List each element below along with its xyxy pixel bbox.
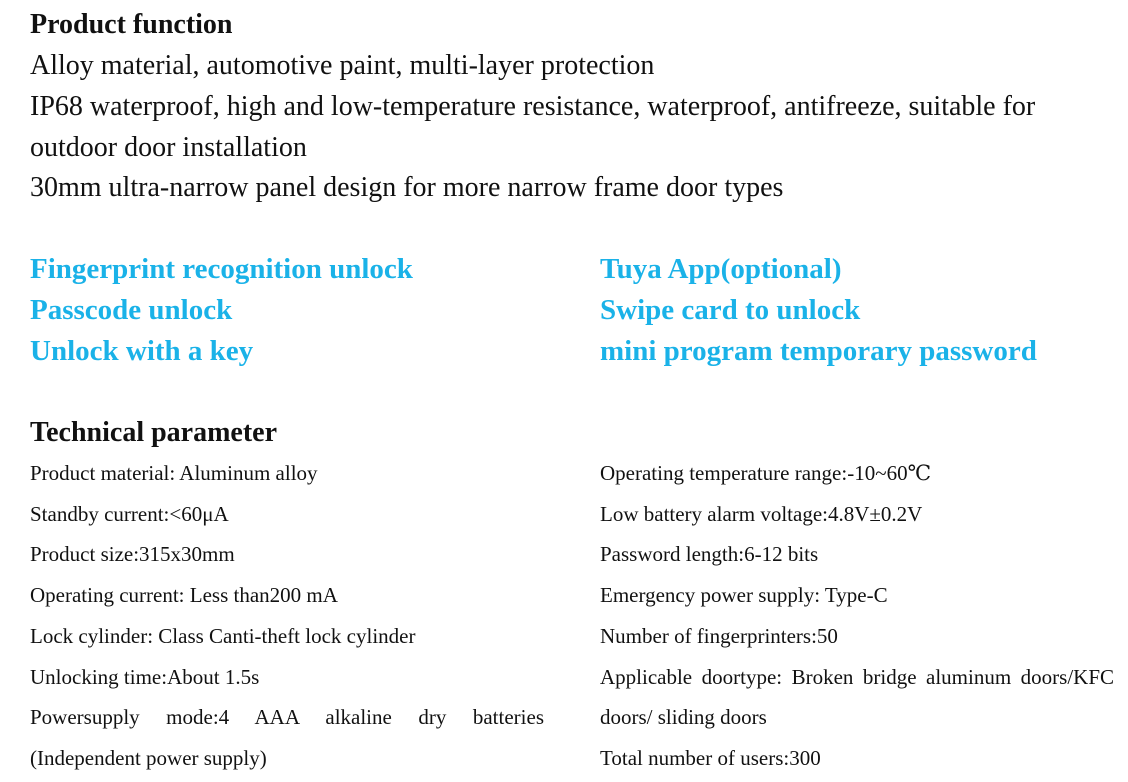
param-low-battery-alarm: Low battery alarm voltage:4.8V±0.2V xyxy=(600,501,923,526)
unlock-method-temporary-password: mini program temporary password xyxy=(600,335,1037,367)
param-lock-cylinder: Lock cylinder: Class Canti-theft lock cylinder xyxy=(30,623,416,648)
param-total-users: Total number of users:300 xyxy=(600,745,821,770)
product-function-description xyxy=(30,46,1114,209)
unlock-method-swipe-card: Swipe card to unlock xyxy=(600,294,861,326)
unlock-method-tuya-app: Tuya App(optional) xyxy=(600,253,842,285)
param-power-supply-mode: Powersupply mode:4 AAA alkaline dry batteries (Independent power supply) xyxy=(30,705,544,770)
param-operating-temperature: Operating temperature range:-10~60℃ xyxy=(600,461,932,485)
param-password-length: Password length:6-12 bits xyxy=(600,542,819,567)
param-applicable-door-type: Applicable doortype: Broken bridge aluminum doors/KFC doors/ sliding doors xyxy=(600,664,1114,730)
technical-parameter-heading: Technical parameter xyxy=(30,417,278,448)
param-product-size: Product size:315x30mm xyxy=(30,542,235,567)
unlock-method-fingerprint: Fingerprint recognition unlock xyxy=(30,253,413,285)
param-unlocking-time: Unlocking time:About 1.5s xyxy=(30,664,260,689)
unlock-method-passcode: Passcode unlock xyxy=(30,294,233,326)
technical-parameters xyxy=(30,453,1114,778)
param-emergency-power: Emergency power supply: Type-C xyxy=(600,583,888,608)
product-function-heading: Product function xyxy=(30,9,233,40)
unlock-methods xyxy=(30,249,1114,373)
feature-line-panel: 30mm ultra-narrow panel design for more narrow frame door types xyxy=(30,172,784,204)
param-operating-current: Operating current: Less than200 mA xyxy=(30,583,338,608)
unlock-method-key: Unlock with a key xyxy=(30,335,254,367)
param-standby-current: Standby current:<60μA xyxy=(30,501,229,526)
parameters-left-column xyxy=(30,453,544,779)
feature-line-waterproof: IP68 waterproof, high and low-temperature resistance, waterproof, antifreeze, suitable for outdoor door installation xyxy=(30,90,1036,163)
unlock-methods-left-column xyxy=(30,249,590,372)
feature-line-material: Alloy material, automotive paint, multi-layer protection xyxy=(30,50,655,81)
unlock-methods-right-column xyxy=(600,249,1114,372)
parameters-right-column xyxy=(600,453,1114,779)
param-product-material: Product material: Aluminum alloy xyxy=(30,461,318,485)
param-fingerprint-count: Number of fingerprinters:50 xyxy=(600,623,838,648)
